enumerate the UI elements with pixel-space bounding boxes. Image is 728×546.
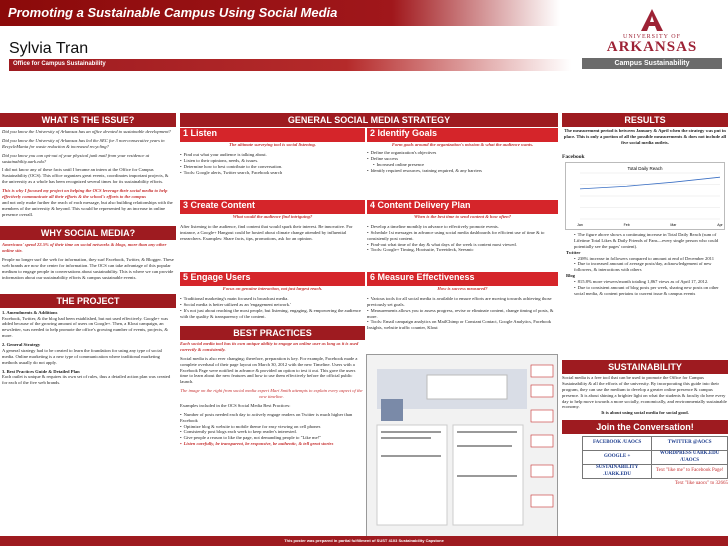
measure-title: 6 Measure Effectiveness [367,272,558,286]
project-h2: 2. General Strategy [2,342,41,347]
delivery-sub: When is the best time to send content & how often? [414,214,511,219]
issue-q1: Did you know the University of Arkansas has an office devoted to sustainable development? [2,129,171,134]
sustainability-heading: SUSTAINABILITY [562,360,728,374]
sustainability-section [562,375,728,416]
delivery-item: • Tools: Google+ Timing, Hootsuite, Tweetdeck, Seesmic [367,247,558,253]
results-heading: RESULTS [562,113,728,127]
strategy-listen [180,128,365,175]
issue-body2: This is why I focused my project on helping the OCS leverage their social media to help effectively communicate all their efforts & the school's efforts to the campus [2,188,168,199]
total-daily-reach-chart [565,162,725,230]
strategy-goals [367,128,558,173]
social-links-table [582,436,728,479]
delivery-title: 4 Content Delivery Plan [367,200,558,214]
sms-cta: Text "like uaocs" to 32665 [674,481,728,486]
goals-item: • Define success [367,156,558,162]
facebook-label: Facebook [562,154,622,161]
strategy-engage [180,272,365,319]
listen-item: • Tools: Google alerts, Twitter search, Facebook search [180,170,365,176]
text-like-cta: Text "like me" to Facebook Page! [652,465,728,479]
author-name: Sylvia Tran [9,40,89,57]
twitter-label: Twitter [566,249,581,255]
engage-title: 5 Engage Users [180,272,365,286]
why-heading: WHY SOCIAL MEDIA? [0,226,176,240]
measure-item: • Tools: Email campaign analytics on MailChimp or Constant Contact, Google Analytics, Facebook Insights, website traffic counter, Klout [367,319,558,331]
strategy-heading: GENERAL SOCIAL MEDIA STRATEGY [180,113,558,127]
content-sub: What would the audience find intriguing? [232,214,313,219]
measure-sub: How is success measured? [437,286,488,291]
reach-line [580,177,720,189]
engage-sub: Focus on genuine interaction, not just largest reach. [222,286,323,291]
delivery-item: • Schedule 1st messages in advance using social media dashboards for efficient use of time & to consistently post content. [367,230,558,242]
best-item: • Listen carefully, be transparent, be responsive, be authentic, & tell great stories [180,441,363,447]
project-h3: 3. Best Practices Guide & Detailed Plan [2,368,80,374]
blog-item: • Due to consistent amount of blog posts per week, sharing new posts on other social media, & content pertains to current issue & campus events [574,285,726,297]
poster-footer: This poster was prepared in partial fulfillment of SUST 4103 Sustainability Capstone [0,536,728,546]
strategy-delivery [367,200,558,253]
project-t1: Facebook, Twitter, & the blog had been established, but not used effectively. Google+ was added because of the growing amount of users on Google+. Then, a Klout campaign, an newsletter, was needed to help promote the office's growing number of events, projects, & more. [2,315,169,339]
left-column [0,113,176,391]
blog-item: • 815.8% more viewers/month totaling 1,867 views as of April 17, 2012. [574,279,726,285]
facebook-note: • The figure above shows a continuing increase in Total Daily Reach (sum of Lifetime Total Likes & Daily Friends of Fans—every single person who could potentially see the pages' content). [574,232,726,250]
goals-sub: Form goals around the organization's mission & what the audience wants. [391,142,534,147]
university-logo [582,8,722,78]
website-link[interactable]: SUSTAINABILITY .UARK.EDU [583,465,652,479]
issue-section [0,127,176,222]
listen-item: • Find out what your audience is talking about. [180,152,365,158]
poster-header [0,0,728,86]
goals-item: • Increased online presence [367,162,558,168]
strategy-measure [367,272,558,331]
issue-body3: and not only make further the reach of each message, but also building relationships with the members of the university & beyond. This would be represented by an increase in online presence overall. [2,199,173,217]
best-item: • Consistently post blogs each week to keep reader's interested. [180,429,363,435]
x-tick-label: Apr [717,223,723,227]
measure-item: • Measurements allows you to assess progress, revise or eliminate content, change timing of posts, & more. [367,308,558,320]
project-t3: Each outlet is unique & requires its own set of rules, thus a detailed action plan was created for each of the five web brands. [2,374,171,386]
issue-q3: Did you know you can opt-out of your physical junk mail from your residence at sustainability.uark.edu? [2,152,150,164]
engage-item: • Traditional marketing's main focused is broadcast media. [180,296,365,302]
facebook-link[interactable]: FACEBOOK /UAOCS [583,437,652,451]
google-plus-link[interactable]: GOOGLE + [583,451,652,465]
project-h1: 1. Amendments & Additions [2,309,58,315]
best-p1: Social media is also ever changing; therefore, preparation is key. For example, Facebook made a complete overhaul of their page layout on March 30, 2012 with the new Timeline. Users with a Facebook Page were notified in advance & provided an option to test it out. This gave the users time to learn about the new features and how to use them effectively before the official public launch. [180,355,358,385]
results-intro: The measurement period is between January & April when the strategy was put in place. This is only a portion of all the possible measurements & does not include all five social media outlets. [563,128,727,145]
best-heading: BEST PRACTICES [180,326,365,340]
measure-item: • Various tools for all social media is available to ensure efforts are moving towards achieving those previously set goals. [367,296,558,308]
poster-title: Promoting a Sustainable Campus Using Social Media [8,5,338,20]
best-item: • Give people a reason to like the page, not demanding people to "Like me!" [180,435,363,441]
twitter-item: • 238% increase in followers compared to amount at end of December 2011 [574,256,726,262]
x-tick-label: Mar [670,223,677,227]
issue-q2: Did you know the University of Arkansas has led the SEC for 3 non-consecutive years in RecycleMania for waste reduction & increased recycling? [2,137,165,149]
issue-heading: WHAT IS THE ISSUE? [0,113,176,127]
engage-item: • It's not just about reaching the most people, but listening, engaging, & empowering the audience with the quality & transparency of the content. [180,308,365,320]
project-section [0,308,176,392]
delivery-item: • Find-out what time of the day & what days of the week is content most viewed. [367,242,558,248]
content-title: 3 Create Content [180,200,365,214]
delivery-item: • Develop a timeline monthly in advance to effectively promote events. [367,224,558,230]
goals-title: 2 Identify Goals [367,128,558,142]
join-heading: Join the Conversation! [562,420,728,434]
listen-item: • Listen to their opinions, needs, & issues. [180,158,365,164]
logo-line2: ARKANSAS [606,39,698,55]
listen-item: • Determine how to best contribute to the conversation. [180,164,365,170]
engage-item: • Social media is better utilized as an 'engagement network.' [180,302,365,308]
goals-item: • Identify required resources, training required, & any barriers [367,168,558,174]
best-lead: Each social media tool has its own unique ability to engage an online user as long as it is used correctly & consistently. [180,341,359,352]
best-caption: The image on the right from social media expert Mari Smith attempts to explain every aspect of the new timeline. [180,388,363,399]
logo-line3: Campus Sustainability [582,58,722,69]
blog-label: Blog [566,273,575,279]
results-body [566,232,726,297]
x-tick-label: Feb [623,223,630,227]
twitter-link[interactable]: TWITTER @AOCS [652,437,728,451]
best-section [180,341,363,447]
issue-body1: I did not know any of these facts until I became an intern at the Office for Campus Sustainability (OCS). This office organizes great events, coordinates important projects, & the university as a whole has been recognized several times for its sustainability efforts. [2,167,169,185]
project-heading: THE PROJECT [0,294,176,308]
arkansas-a-icon [639,8,665,32]
why-section [0,240,176,285]
twitter-item: • Due to increased amount of average posts/day, acknowledgement of new followers, & interactions with others [574,261,726,273]
best-item: • Number of posts needed each day to actively engage readers on Twitter is much higher than Facebook [180,412,363,424]
logo-line1: UNIVERSITY OF [623,34,681,40]
join-section [582,436,728,487]
strategy-content [180,200,365,242]
office-banner: Office for Campus Sustainability [9,59,571,71]
goals-item: • Define the organization's objectives [367,150,558,156]
why-stat: Americans' spend 22.5% of their time on social networks & blogs, more than any other online site. [2,242,167,254]
listen-sub: The ultimate surveying tool is social listening. [229,142,316,147]
listen-title: 1 Listen [180,128,365,142]
x-tick-label: Jan [577,223,583,227]
project-t2: A general strategy had to be created to learn the foundation for using any type of social media. Online marketing is a new type of communication where traditional marketing methods usually do not apply. [2,347,162,365]
why-body: People no longer surf the web for information, they surf Facebook, Twitter, & Blogger. These web brands are now the center for information. The OCS can take advantage of this popular medium to engage people in conversations about sustainability. This is where we can provide information about our sustainability efforts & campus sustainable events. [2,257,174,280]
content-text: After listening to the audience, find content that would spark their interest. Be innovative. For instance, a Google+ Hangout could be hosted about climate change attended by influential researchers. Examples: Share facts, tips, promotions, ask for an opinion. [180,223,353,241]
best-item: • Optimize blog & website to mobile theme for easy viewing on cell phones [180,424,363,430]
chart-title: Total Daily Reach [627,166,663,171]
wordpress-link[interactable]: WORDPRESS UARK.EDU /UAOCS [652,451,728,465]
best-p2: Examples included in the OCS Social Media Best Practices: [180,402,291,408]
sustainability-tag: It is about using social media for social good. [601,410,689,416]
sustainability-text: Social media is a free tool that can be used to promote the Office for Campus Sustainability & all the efforts of the university. By incorporating this guide into their program, they can use the medium to develop a greater online presence & campus presence. It is about shining a brighter light on what the students & faculty do here every day to help move towards a more socially, economically, and environmentally sustainable economy. [562,375,727,410]
timeline-infographic-image [366,354,558,539]
